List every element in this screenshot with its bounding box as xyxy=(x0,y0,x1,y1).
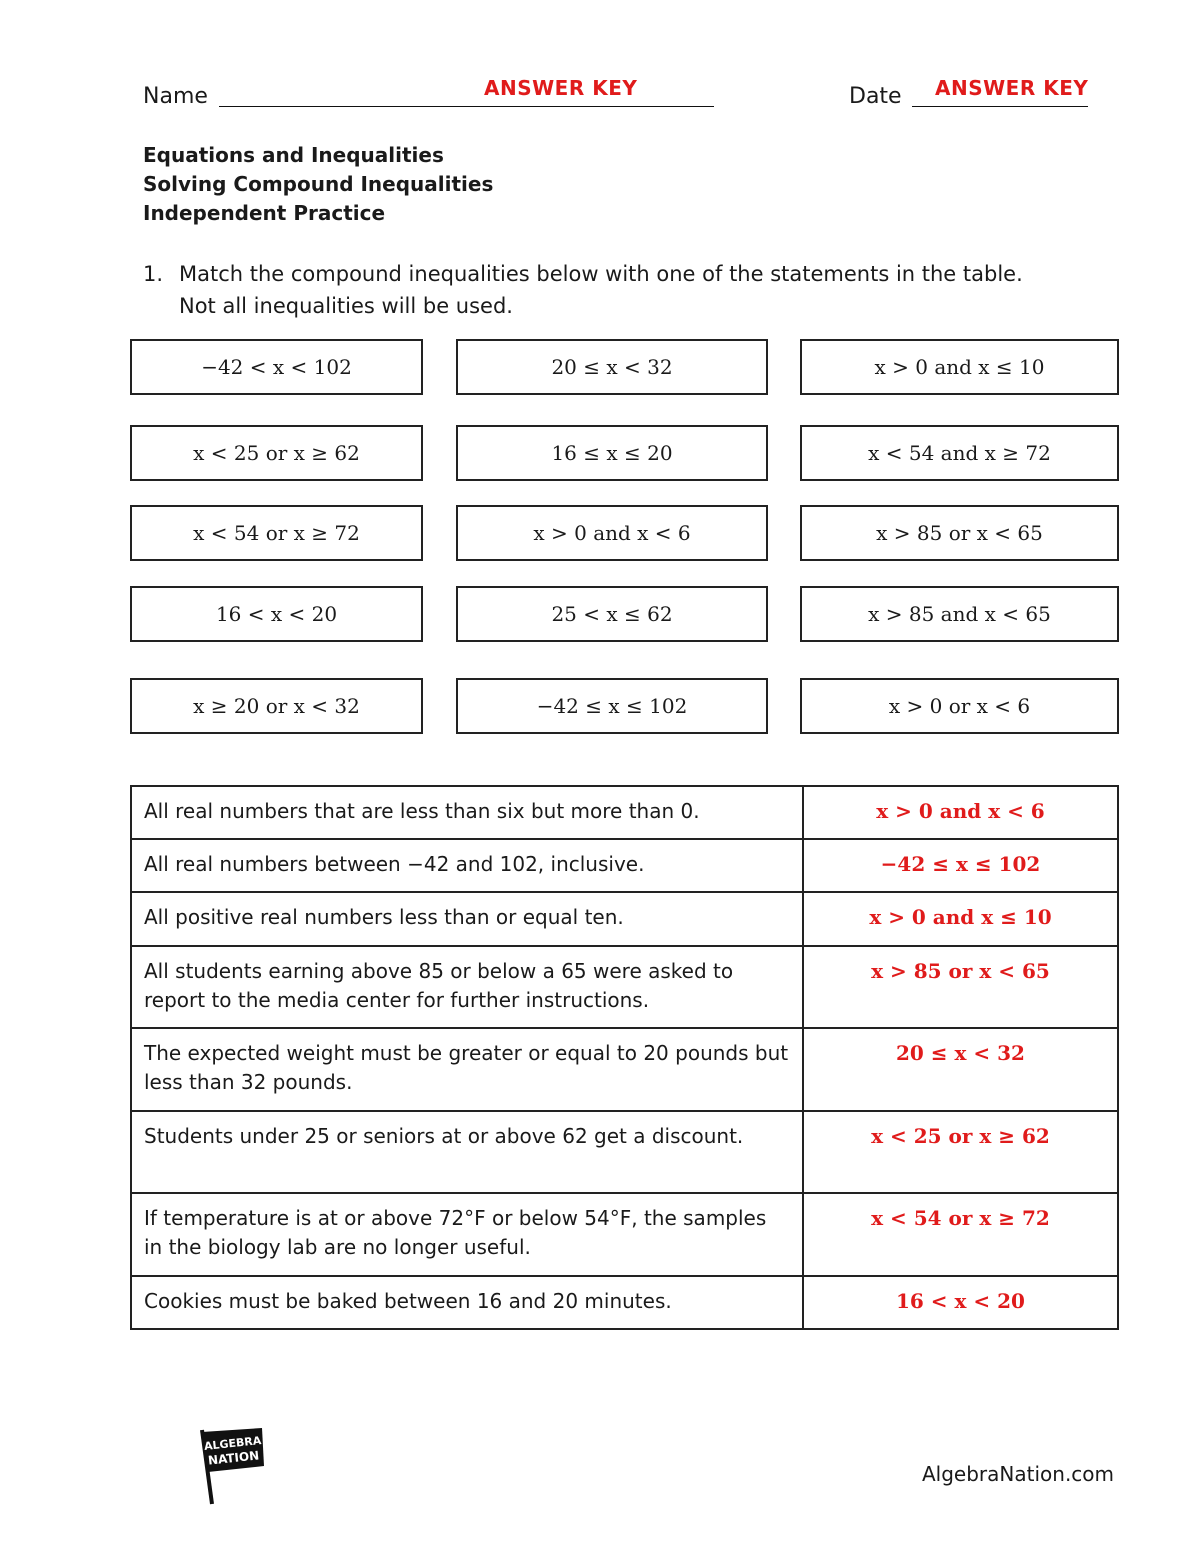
answer-cell: −42 ≤ x ≤ 102 xyxy=(803,839,1118,892)
statement-cell: All real numbers that are less than six but more than 0. xyxy=(131,786,803,839)
answer-cell: 20 ≤ x < 32 xyxy=(803,1028,1118,1111)
date-line xyxy=(912,106,1088,107)
table-row xyxy=(131,786,1118,839)
answer-cell: x > 0 and x < 6 xyxy=(803,786,1118,839)
inequality-box: 20 ≤ x < 32 xyxy=(456,339,768,395)
algebra-nation-logo xyxy=(196,1428,266,1510)
question-text xyxy=(179,258,1139,322)
inequality-box: x > 85 and x < 65 xyxy=(800,586,1119,642)
statement-cell: The expected weight must be greater or equal to 20 pounds but less than 32 pounds. xyxy=(131,1028,803,1111)
answer-cell: x > 0 and x ≤ 10 xyxy=(803,892,1118,946)
name-line xyxy=(219,106,714,107)
statement-cell: Students under 25 or seniors at or above 62 get a discount. xyxy=(131,1111,803,1193)
date-label: Date xyxy=(849,84,902,109)
date-answer-key: ANSWER KEY xyxy=(935,76,1089,100)
inequality-box: −42 < x < 102 xyxy=(130,339,423,395)
answer-cell: x < 54 or x ≥ 72 xyxy=(803,1193,1118,1276)
inequality-box: 16 < x < 20 xyxy=(130,586,423,642)
statement-cell: All students earning above 85 or below a 65 were asked to report to the media center for further instructions. xyxy=(131,946,803,1028)
table-row xyxy=(131,839,1118,892)
inequality-box: x > 0 and x ≤ 10 xyxy=(800,339,1119,395)
site-url: AlgebraNation.com xyxy=(922,1462,1115,1486)
statement-cell: All positive real numbers less than or equal ten. xyxy=(131,892,803,946)
table-row xyxy=(131,946,1118,1028)
logo-text-top: ALGEBRA xyxy=(203,1434,262,1453)
answer-cell: 16 < x < 20 xyxy=(803,1276,1118,1329)
question-line-1: Match the compound inequalities below with one of the statements in the table. xyxy=(179,262,1023,286)
question-number: 1. xyxy=(143,262,164,286)
flag-icon xyxy=(196,1428,266,1506)
name-answer-key: ANSWER KEY xyxy=(484,76,638,100)
statement-cell: Cookies must be baked between 16 and 20 minutes. xyxy=(131,1276,803,1329)
inequality-box: 25 < x ≤ 62 xyxy=(456,586,768,642)
title-topic: Solving Compound Inequalities xyxy=(143,172,494,196)
statement-cell: All real numbers between −42 and 102, inclusive. xyxy=(131,839,803,892)
inequality-box: −42 ≤ x ≤ 102 xyxy=(456,678,768,734)
question-line-2: Not all inequalities will be used. xyxy=(179,294,513,318)
logo-text-bottom: NATION xyxy=(207,1448,260,1468)
table-row xyxy=(131,1276,1118,1329)
table-row xyxy=(131,1193,1118,1276)
inequality-box: x > 0 or x < 6 xyxy=(800,678,1119,734)
title-block xyxy=(143,141,493,228)
inequality-box: x < 54 or x ≥ 72 xyxy=(130,505,423,561)
table-row xyxy=(131,1028,1118,1111)
title-practice: Independent Practice xyxy=(143,201,386,225)
statement-cell: If temperature is at or above 72°F or below 54°F, the samples in the biology lab are no longer useful. xyxy=(131,1193,803,1276)
name-label: Name xyxy=(143,84,208,109)
inequality-box: x < 54 and x ≥ 72 xyxy=(800,425,1119,481)
inequality-box: 16 ≤ x ≤ 20 xyxy=(456,425,768,481)
inequality-box: x > 85 or x < 65 xyxy=(800,505,1119,561)
inequality-box: x > 0 and x < 6 xyxy=(456,505,768,561)
table-row xyxy=(131,1111,1118,1193)
inequality-box: x ≥ 20 or x < 32 xyxy=(130,678,423,734)
answer-cell: x < 25 or x ≥ 62 xyxy=(803,1111,1118,1193)
matching-table xyxy=(130,785,1119,1330)
inequality-box: x < 25 or x ≥ 62 xyxy=(130,425,423,481)
table-row xyxy=(131,892,1118,946)
answer-cell: x > 85 or x < 65 xyxy=(803,946,1118,1028)
title-subject: Equations and Inequalities xyxy=(143,143,444,167)
